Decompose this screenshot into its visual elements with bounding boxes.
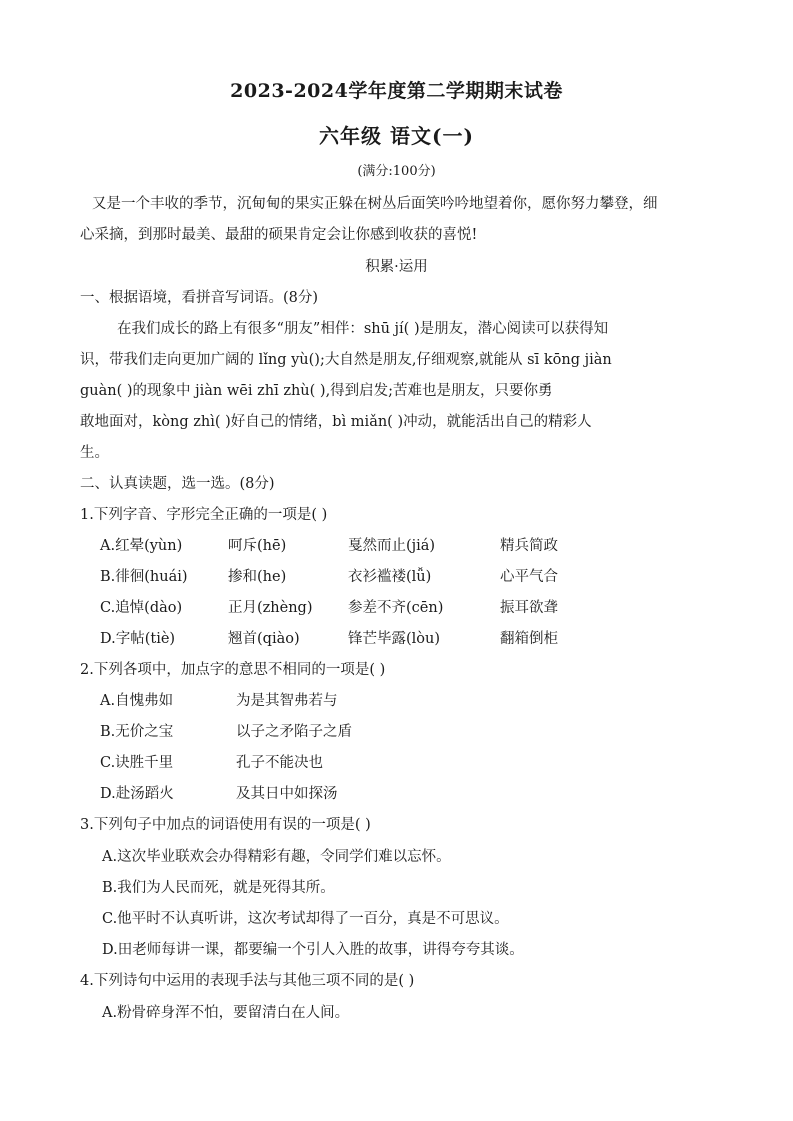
q1-option-a-word-2: 呵斥(hē) xyxy=(228,538,287,554)
question-1-stem: 1.下列字音、字形完全正确的一项是( ) xyxy=(80,507,328,523)
q3-option-d: D.田老师每讲一课，都要编一个引人入胜的故事，讲得夸夸其谈。 xyxy=(102,942,524,958)
q3-option-c: C.他平时不认真听讲，这次考试却得了一百分，真是不可思议。 xyxy=(102,911,509,927)
q1-option-b-word-3: 衣衫褴褛(lǚ) xyxy=(348,569,432,585)
q1-line-4: 敢地面对，kòng zhì( )好自己的情绪，bì miǎn( )冲动，就能活出自己的精彩人 xyxy=(80,414,592,430)
q1-option-c-word-4: 振耳欲聋 xyxy=(500,600,558,616)
q1-line-5: 生。 xyxy=(80,445,109,461)
exam-subtitle: 六年级 语文(一) xyxy=(319,124,474,148)
q2-option-b-phrase: 以子之矛陷子之盾 xyxy=(236,724,352,740)
section-title: 积累·运用 xyxy=(365,259,428,275)
intro-line-2: 心采摘，到那时最美、最甜的硕果肯定会让你感到收获的喜悦! xyxy=(80,227,478,243)
q1-line-1: 在我们成长的路上有很多“朋友”相伴：shū jí( )是朋友，潜心阅读可以获得知 xyxy=(117,321,609,337)
q1-heading: 一、根据语境，看拼音写词语。(8分) xyxy=(80,290,319,306)
q1-option-c-word-3: 参差不齐(cēn) xyxy=(348,600,444,616)
exam-title: 2023-2024学年度第二学期期末试卷 xyxy=(230,80,563,102)
full-score: (满分:100分) xyxy=(357,164,436,179)
q1-line-3: guàn( )的现象中 jiàn wēi zhī zhù( ),得到启发;苦难也是朋友，只要你勇 xyxy=(80,383,553,399)
q1-option-c: C.追悼(dào) xyxy=(100,600,183,616)
q2-option-d: D.赴汤蹈火 xyxy=(100,786,174,802)
q1-option-d: D.字帖(tiè) xyxy=(100,631,176,647)
q1-option-b-word-4: 心平气合 xyxy=(500,569,558,585)
q1-option-c-word-2: 正月(zhèng) xyxy=(228,600,313,616)
q3-option-a: A.这次毕业联欢会办得精彩有趣，令同学们难以忘怀。 xyxy=(102,849,451,865)
q2-heading: 二、认真读题，选一选。(8分) xyxy=(80,476,275,492)
q1-option-a: A.红晕(yùn) xyxy=(100,538,183,554)
q1-option-d-word-4: 翻箱倒柜 xyxy=(500,631,558,647)
q1-option-d-word-3: 锋芒毕露(lòu) xyxy=(348,631,441,647)
q1-option-b: B.徘徊(huái) xyxy=(100,569,188,585)
q3-option-b: B.我们为人民而死，就是死得其所。 xyxy=(102,880,335,896)
q2-option-a-phrase: 为是其智弗若与 xyxy=(236,693,338,709)
q1-line-2: 识，带我们走向更加广阔的 lǐng yù();大自然是朋友,仔细观察,就能从 sī kōng jiàn xyxy=(80,352,612,368)
intro-line-1: 又是一个丰收的季节，沉甸甸的果实正躲在树丛后面笑吟吟地望着你，愿你努力攀登，细 xyxy=(92,196,658,212)
question-2-stem: 2.下列各项中，加点字的意思不相同的一项是( ) xyxy=(80,662,386,678)
q2-option-c: C.诀胜千里 xyxy=(100,755,174,771)
q4-option-a: A.粉骨碎身浑不怕，要留清白在人间。 xyxy=(102,1005,350,1021)
q1-option-a-word-4: 精兵简政 xyxy=(500,538,558,554)
question-3-stem: 3.下列句子中加点的词语使用有误的一项是( ) xyxy=(80,817,371,833)
q1-option-a-word-3: 戛然而止(jiá) xyxy=(348,538,436,554)
q1-option-b-word-2: 掺和(he) xyxy=(228,569,287,585)
q1-option-d-word-2: 翘首(qiào) xyxy=(228,631,300,647)
q2-option-d-phrase: 及其日中如探汤 xyxy=(236,786,338,802)
q2-option-c-phrase: 孔子不能决也 xyxy=(236,755,323,771)
question-4-stem: 4.下列诗句中运用的表现手法与其他三项不同的是( ) xyxy=(80,973,415,989)
q2-option-a: A.自愧弗如 xyxy=(100,693,174,709)
q2-option-b: B.无价之宝 xyxy=(100,724,174,740)
